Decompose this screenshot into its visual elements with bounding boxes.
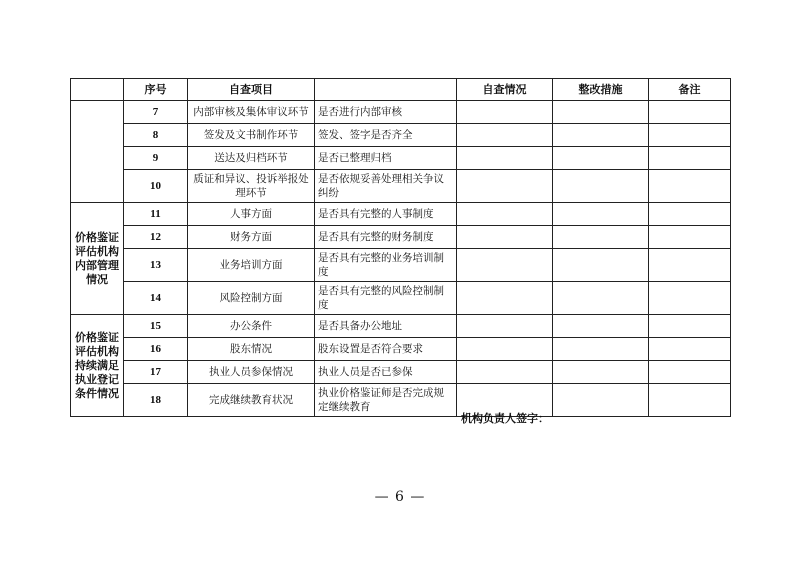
status-cell[interactable] xyxy=(457,170,553,203)
status-cell[interactable] xyxy=(457,361,553,384)
row-number: 8 xyxy=(124,124,188,147)
row-number: 10 xyxy=(124,170,188,203)
row-item: 人事方面 xyxy=(188,203,315,226)
fix-cell[interactable] xyxy=(553,282,649,315)
fix-cell[interactable] xyxy=(553,249,649,282)
row-content: 是否具备办公地址 xyxy=(315,315,457,338)
header-remark: 备注 xyxy=(649,79,731,101)
row-item: 办公条件 xyxy=(188,315,315,338)
status-cell[interactable] xyxy=(457,282,553,315)
header-fix: 整改措施 xyxy=(553,79,649,101)
fix-cell[interactable] xyxy=(553,147,649,170)
table-row xyxy=(71,170,731,203)
row-content: 是否具有完整的风险控制制度 xyxy=(315,282,457,315)
remark-cell[interactable] xyxy=(649,249,731,282)
status-cell[interactable] xyxy=(457,226,553,249)
table-row xyxy=(71,203,731,226)
row-number: 11 xyxy=(124,203,188,226)
remark-cell[interactable] xyxy=(649,147,731,170)
row-number: 17 xyxy=(124,361,188,384)
row-item: 送达及归档环节 xyxy=(188,147,315,170)
status-cell[interactable] xyxy=(457,249,553,282)
row-number: 16 xyxy=(124,338,188,361)
remark-cell[interactable] xyxy=(649,361,731,384)
remark-cell[interactable] xyxy=(649,338,731,361)
row-number: 12 xyxy=(124,226,188,249)
row-content: 是否具有完整的人事制度 xyxy=(315,203,457,226)
remark-cell[interactable] xyxy=(649,101,731,124)
status-cell[interactable] xyxy=(457,101,553,124)
table-row xyxy=(71,361,731,384)
table-row xyxy=(71,315,731,338)
row-number: 7 xyxy=(124,101,188,124)
remark-cell[interactable] xyxy=(649,384,731,417)
remark-cell[interactable] xyxy=(649,203,731,226)
row-number: 18 xyxy=(124,384,188,417)
row-item: 业务培训方面 xyxy=(188,249,315,282)
status-cell[interactable] xyxy=(457,338,553,361)
row-content: 是否具有完整的财务制度 xyxy=(315,226,457,249)
header-content xyxy=(315,79,457,101)
header-row xyxy=(71,79,731,101)
header-status: 自查情况 xyxy=(457,79,553,101)
fix-cell[interactable] xyxy=(553,101,649,124)
status-cell[interactable] xyxy=(457,124,553,147)
row-item: 质证和异议、投诉举报处理环节 xyxy=(188,170,315,203)
row-item: 完成继续教育状况 xyxy=(188,384,315,417)
row-number: 14 xyxy=(124,282,188,315)
row-item: 财务方面 xyxy=(188,226,315,249)
fix-cell[interactable] xyxy=(553,226,649,249)
row-content: 是否已整理归档 xyxy=(315,147,457,170)
row-number: 13 xyxy=(124,249,188,282)
table-row xyxy=(71,147,731,170)
self-check-table xyxy=(70,78,731,417)
row-content: 签发、签字是否齐全 xyxy=(315,124,457,147)
table-row xyxy=(71,282,731,315)
table-row xyxy=(71,249,731,282)
row-content: 是否具有完整的业务培训制度 xyxy=(315,249,457,282)
status-cell[interactable] xyxy=(457,203,553,226)
page-number: — 6 — xyxy=(374,489,426,505)
status-cell[interactable] xyxy=(457,147,553,170)
status-cell[interactable] xyxy=(457,315,553,338)
fix-cell[interactable] xyxy=(553,203,649,226)
fix-cell[interactable] xyxy=(553,384,649,417)
row-item: 股东情况 xyxy=(188,338,315,361)
row-number: 9 xyxy=(124,147,188,170)
remark-cell[interactable] xyxy=(649,315,731,338)
row-content: 股东设置是否符合要求 xyxy=(315,338,457,361)
header-category xyxy=(71,79,124,101)
remark-cell[interactable] xyxy=(649,170,731,203)
table-row xyxy=(71,124,731,147)
remark-cell[interactable] xyxy=(649,282,731,315)
table-row xyxy=(71,338,731,361)
row-content: 是否依规妥善处理相关争议纠纷 xyxy=(315,170,457,203)
row-content: 执业价格鉴证师是否完成规定继续教育 xyxy=(315,384,457,417)
remark-cell[interactable] xyxy=(649,124,731,147)
category-cell: 价格鉴证评估机构持续满足执业登记条件情况 xyxy=(71,315,124,417)
row-content: 执业人员是否已参保 xyxy=(315,361,457,384)
row-item: 执业人员参保情况 xyxy=(188,361,315,384)
table-row xyxy=(71,226,731,249)
row-item: 风险控制方面 xyxy=(188,282,315,315)
signature-label: 机构负责人签字： xyxy=(461,412,549,425)
table-row xyxy=(71,101,731,124)
fix-cell[interactable] xyxy=(553,338,649,361)
fix-cell[interactable] xyxy=(553,361,649,384)
row-number: 15 xyxy=(124,315,188,338)
row-content: 是否进行内部审核 xyxy=(315,101,457,124)
remark-cell[interactable] xyxy=(649,226,731,249)
table-row xyxy=(71,384,731,417)
header-item: 自查项目 xyxy=(188,79,315,101)
row-item: 签发及文书制作环节 xyxy=(188,124,315,147)
row-item: 内部审核及集体审议环节 xyxy=(188,101,315,124)
fix-cell[interactable] xyxy=(553,124,649,147)
category-cell xyxy=(71,101,124,203)
category-cell: 价格鉴证评估机构内部管理情况 xyxy=(71,203,124,315)
fix-cell[interactable] xyxy=(553,170,649,203)
header-seq: 序号 xyxy=(124,79,188,101)
fix-cell[interactable] xyxy=(553,315,649,338)
